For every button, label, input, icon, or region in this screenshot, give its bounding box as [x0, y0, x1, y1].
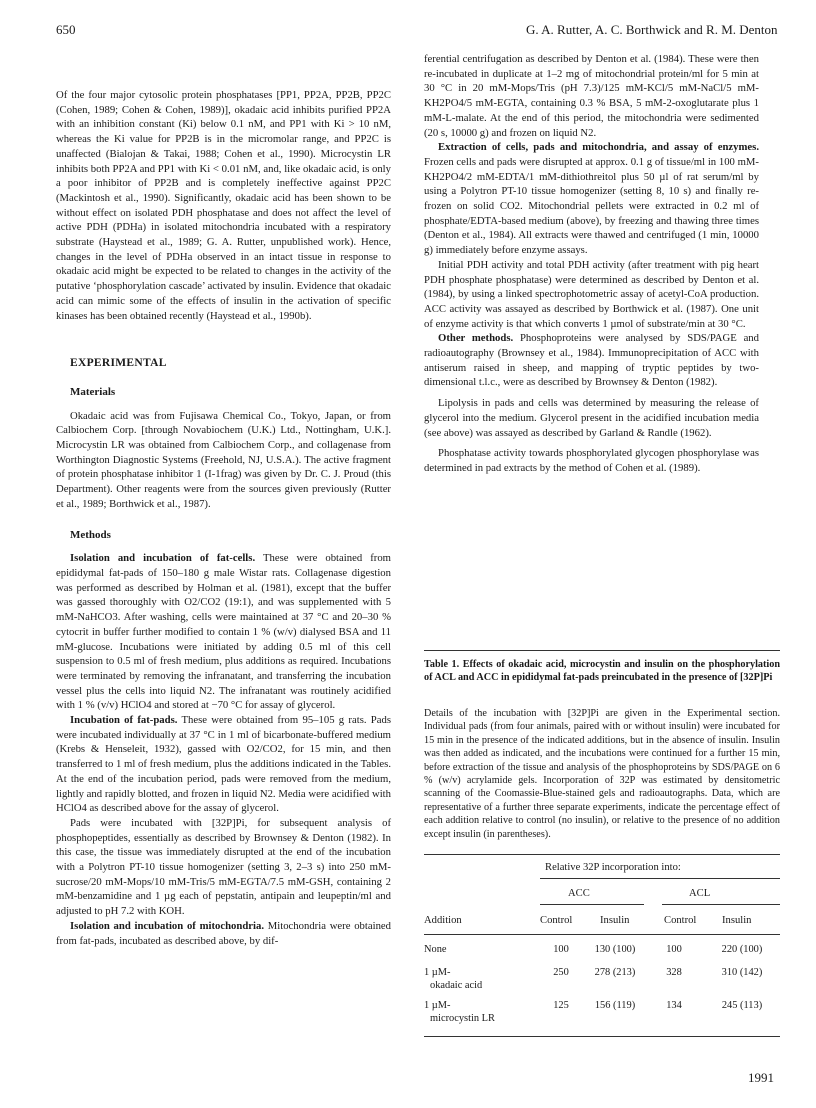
page-year: 1991: [748, 1070, 774, 1085]
col-acc-insulin: Insulin: [600, 915, 630, 926]
pdh-paragraph: Initial PDH activity and total PDH activity (after treatment with pig heart PDH phosphate phosphatase) were determined as described by Denton et al. (1984), by using a linked spectrophotometric assay of acetyl-CoA production. ACC activity was assayed as described by Borthwick et al. (1987). One unit of enzyme activity is that which converts 1 µmol of substrate/min at 30 °C.: [424, 258, 759, 330]
cell-acl-insulin: 310 (142): [721, 967, 763, 978]
cell-addition: 1 µM- okadaic acid: [424, 967, 483, 991]
cell-acl-control: 328: [666, 967, 682, 978]
extraction-text: Frozen cells and pads were disrupted at approx. 0.1 g of tissue/ml in 100 mM-KH2PO4/2 mM-EDTA/1 mM-dithiothreitol plus 50 µl of rat serum/ml by using a Polytron PT-10 tissue homogenizer (setting 8, 10 s) and finally re-frozen on solid CO2. Mitochondrial pellets were extracted in 0.2 ml of phosphate/EDTA-based medium (above), by freezing and thawing three times (Denton et al., 1984). All extracts were thawed and centrifuged (1 min, 10000 g) immediately before enzyme assays.: [424, 155, 759, 257]
cell-addition: None: [424, 944, 447, 955]
table-header-rule: [424, 854, 780, 855]
experimental-heading: EXPERIMENTAL: [70, 357, 167, 370]
running-head-authors: G. A. Rutter, A. C. Borthwick and R. M. Denton: [526, 22, 778, 37]
mito-text: Mitochondria were obtained from fat-pads, incubated as described above, by dif-: [56, 919, 391, 947]
left-column: [56, 88, 391, 948]
cell-acc-insulin: 278 (213): [594, 967, 636, 978]
other-methods-text: Phosphoproteins were analysed by SDS/PAGE and radioautography (Brownsey et al., 1984). Immunoprecipitation of ACC with antiserum raised in sheep, and mapping of tryptic peptides by two-dimensional t.l.c., were as described by Brownsey & Denton (1982).: [424, 332, 759, 389]
mito-continued-paragraph: ferential centrifugation as described by Denton et al. (1984). These were then re-incubated in duplicate at 1–2 mg of mitochondrial protein/ml for 5 min at 30 °C in 20 mM-Mops/Tris (pH 7.3)/125 mM-KCl/5 mM-NaCl/5 mM-KH2PO4/5 mM-EGTA, containing 0.3 % BSA, 5 mM-2-oxoglutarate plus 1 mM-L-malate. At the end of this period, the mitochondria were sedimented (20 s, 10000 g) and frozen on liquid N2.: [424, 53, 759, 139]
cell-acc-control: 100: [553, 944, 569, 955]
table-top-rule: [424, 650, 780, 651]
acc-rule: [540, 904, 644, 905]
materials-paragraph: Okadaic acid was from Fujisawa Chemical Co., Tokyo, Japan, or from Calbiochem Corp. [through Novabiochem (U.K.) Ltd., Nottingham, U.K.]. Microcystin LR was obtained from Calbiochem Corp., and collagenase from Worthington Diagnostic Systems (Freehold, NJ, U.S.A.). The active fragment of protein phosphatase inhibitor 1 (I-1frag) was given by Dr. C. J. Proud (this Department). Other reagents were from the sources given previously (Rutter et al., 1989; Borthwick et al., 1987).: [56, 409, 391, 510]
fatpads-text: These were obtained from 95–105 g rats. Pads were incubated individually at 37 °C in 1 ml of bicarbonate-buffered medium (Krebs & Henseleit, 1932), gassed with O2/CO2, for 15 min, and then transferred to 1 ml of fresh medium, plus the additions indicated in the Tables. At the end of the incubation period, pads were removed from the medium, lightly and rapidly blotted, and frozen in liquid N2. Media were acidified with HClO4 as described above for the assay of glycerol.: [56, 714, 391, 815]
cell-acl-control: 134: [666, 1000, 682, 1011]
group-acl: ACL: [689, 888, 711, 899]
phosphatase-paragraph: Phosphatase activity towards phosphorylated glycogen phosphorylase was determined in pad extracts by the method of Cohen et al. (1989).: [424, 447, 759, 474]
spanner-rule: [540, 878, 780, 879]
fatcells-paragraph: [56, 551, 391, 713]
acl-rule: [662, 904, 780, 905]
fatcells-text: These were obtained from epididymal fat-pads of 150–180 g male Wistar rats. Collagenase digestion was performed as described by Holman et al. (1981), except that the buffer was gassed thoroughly with O2/CO2 (19:1), and was supplemented with 5 mM-NaHCO3. After washing, cells were maintained at 37 °C and 20–30 % cytocrit in buffer further modified to contain 1 % (w/v) dialysed BSA and 11 mM-glucose. Incubations were initiated by adding 0.5 ml of this cell suspension to 0.5 ml of fresh medium, plus additions as required. Incubations were terminated by removing the infranatant, and transferring the incubation vessel plus the cells into liquid N2. The infranatant was routinely acidified with 1 % (v/v) HClO4 and stored at −70 °C for assay of glycerol.: [56, 552, 391, 712]
cell-acc-insulin: 130 (100): [594, 944, 636, 955]
cell-acc-insulin: 156 (119): [594, 1000, 636, 1011]
cell-acc-control: 250: [553, 967, 569, 978]
mito-lead: Isolation and incubation of mitochondria.: [70, 919, 265, 932]
table-body-rule: [424, 934, 780, 935]
extraction-lead: Extraction of cells, pads and mitochondria, and assay of enzymes.: [438, 141, 759, 154]
col-acc-control: Control: [540, 915, 573, 926]
lipolysis-paragraph: Lipolysis in pads and cells was determined by measuring the release of glycerol into the medium. Glycerol present in the acidified incubation media (see above) was assayed as described by Garland & Randle (1962).: [424, 397, 759, 439]
cell-acc-control: 125: [553, 1000, 569, 1011]
table-title: Table 1. Effects of okadaic acid, microcystin and insulin on the phosphorylation of ACL and ACC in epididymal fat-pads preincubated in the presence of [32P]Pi: [424, 659, 780, 683]
cell-acl-control: 100: [666, 944, 682, 955]
other-methods-paragraph: [424, 331, 759, 390]
mito-paragraph: [56, 919, 391, 948]
table-row: [424, 944, 780, 967]
col-addition: Addition: [424, 915, 462, 926]
table-bottom-rule: [424, 1036, 780, 1037]
fatpads-lead: Incubation of fat-pads.: [70, 714, 178, 727]
table-row: [424, 1000, 780, 1030]
table-caption: Details of the incubation with [32P]Pi are given in the Experimental section. Individual pads (from four animals, paired with or without insulin) were incubated for 15 min in the presence of the indicated additions, but in the absence of insulin. Insulin was then added as indicated, and the incubations were continued for a further 15 min, before extraction of the tissue and analysis of the phosphoproteins by SDS/PAGE on 6 % (w/v) acrylamide gels. Incorporation of 32P was estimated by densitometric scanning of the Coomassie-Blue-stained gels and radioautographs. Data, which are representative of a further three separate experiments, indicate the percentage effect of each addition relative to control (no insulin), or relative to the presence of no addition except insulin (in parentheses).: [424, 708, 780, 840]
extraction-paragraph: [424, 140, 759, 258]
other-methods-lead: Other methods.: [438, 332, 514, 345]
table1-body: [424, 944, 780, 1030]
methods-heading: Methods: [70, 528, 111, 541]
table-spanner: Relative 32P incorporation into:: [545, 862, 681, 873]
intro-paragraph: Of the four major cytosolic protein phosphatases [PP1, PP2A, PP2B, PP2C (Cohen, 1989; Cohen & Cohen, 1989)], okadaic acid inhibits purified PP2A with an inhibition constant (Ki) below 0.1 nM, and PP1 with Ki > 10 nM, whereas the Ki value for PP2B is in the micromolar range, and PP2C is unaffected (Bialojan & Takai, 1988; Cohen et al., 1990). Microcystin LR inhibits both PP2A and PP1 with Ki < 0.01 nM, and, like okadaic acid, is only a poor inhibitor of PP2B and is completely ineffective against PP2C (Mackintosh et al., 1990). Significantly, okadaic acid has been shown to be without effect on isolated PDH phosphatase and does not affect the level of active PDH (PDHa) in isolated mitochondria incubated with a respiratory substrate (Haystead et al., 1989; G. A. Rutter, unpublished work). Hence, changes in the level of PDHa observed in an intact tissue in response to okadaic acid might be expected to be related to changes in the activity of the putative ‘phosphorylation cascade’ activated by insulin. Evidence that okadaic acid can mimic some of the effects of insulin in the activation of specific kinases has been obtained recently (Haystead et al., 1990b).: [56, 89, 391, 322]
right-column: [424, 52, 759, 476]
materials-heading: Materials: [70, 385, 116, 398]
cell-acl-insulin: 245 (113): [721, 1000, 763, 1011]
table-row: [424, 967, 780, 1000]
pads32p-paragraph: Pads were incubated with [32P]Pi, for subsequent analysis of phosphopeptides, essentially as described by Brownsey & Denton (1982). In this case, the tissue was immediately disrupted at the end of the incubation with a Polytron PT-10 tissue homogenizer (setting 3, 2–3 s) into 250 mM-sucrose/20 mM-Mops/10 mM-Tris/5 mM-EGTA/7.5 mM-GSH, containing 2 mM-benzamidine and 1 µg each of pepstatin, antipain and leupeptin/ml and adjusted to pH 7.2 with KOH.: [56, 816, 391, 918]
group-acc: ACC: [568, 888, 590, 899]
cell-addition: 1 µM- microcystin LR: [424, 1000, 495, 1024]
col-acl-control: Control: [664, 915, 697, 926]
page-number: 650: [56, 22, 76, 37]
cell-acl-insulin: 220 (100): [721, 944, 763, 955]
col-acl-insulin: Insulin: [722, 915, 752, 926]
fatcells-lead: Isolation and incubation of fat-cells.: [70, 552, 256, 565]
fatpads-paragraph: [56, 713, 391, 816]
